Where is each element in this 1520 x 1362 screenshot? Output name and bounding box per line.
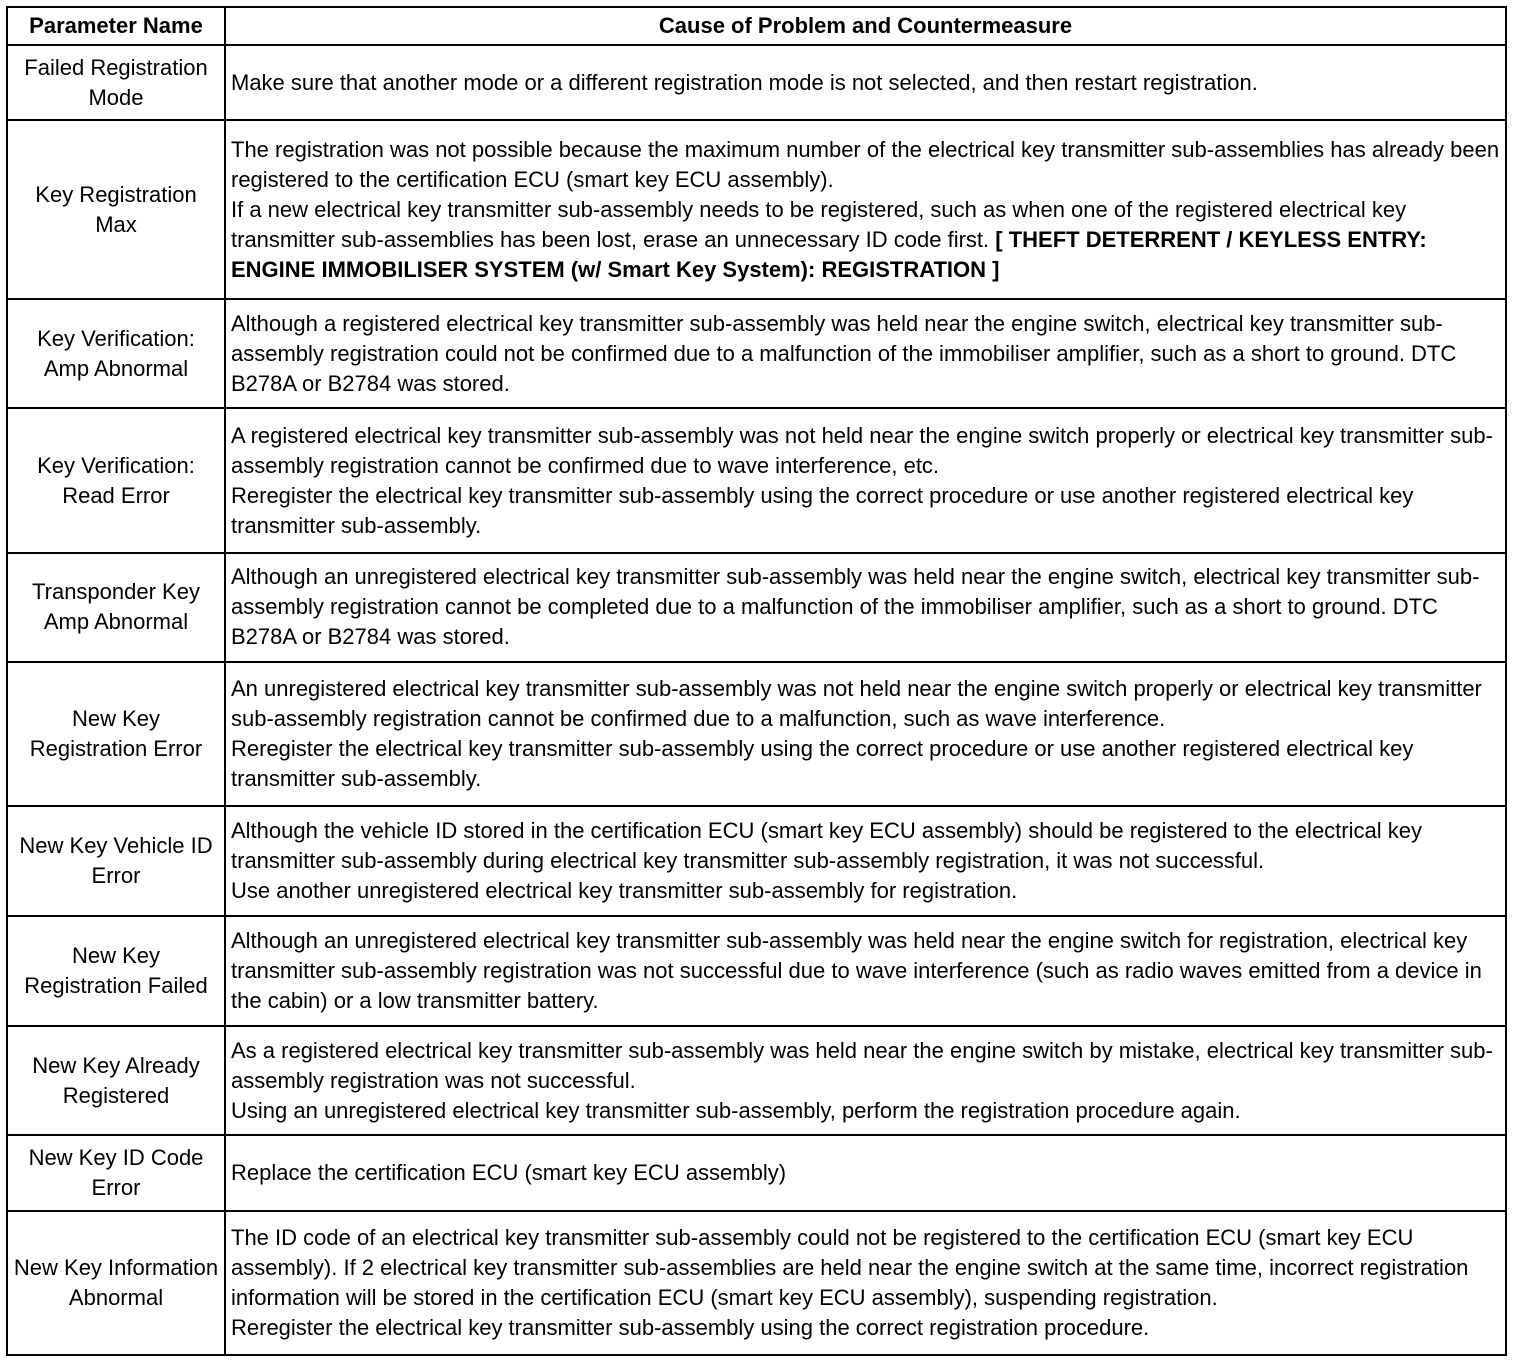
parameter-name: Failed Registration Mode xyxy=(7,45,225,120)
cause-line: Using an unregistered electrical key transmitter sub-assembly, perform the registration procedure again. xyxy=(231,1097,1241,1123)
cause-line: Reregister the electrical key transmitter sub-assembly using the correct procedure or use another registered electrical key transmitter sub-assembly. xyxy=(231,736,1414,792)
cause-line: The registration was not possible because the maximum number of the electrical key transmitter sub-assemblies has already been registered to the certification ECU (smart key ECU assembly). xyxy=(231,136,1500,192)
table-row xyxy=(7,120,1506,298)
parameter-table xyxy=(6,6,1507,1356)
cause-line: Although an unregistered electrical key transmitter sub-assembly was held near the engine switch, electrical key transmitter sub-assembly registration cannot be completed due to a malfunction of the immobiliser amplifier, such as a short to ground. DTC B278A or B2784 was stored. xyxy=(231,564,1480,650)
cause-line: Reregister the electrical key transmitter sub-assembly using the correct procedure or use another registered electrical key transmitter sub-assembly. xyxy=(231,482,1414,538)
cause-line: Reregister the electrical key transmitter sub-assembly using the correct registration procedure. xyxy=(231,1314,1150,1340)
table-row xyxy=(7,806,1506,916)
cause-countermeasure xyxy=(225,1135,1506,1210)
cause-line: Make sure that another mode or a different registration mode is not selected, and then restart registration. xyxy=(231,69,1258,95)
cause-countermeasure xyxy=(225,120,1506,298)
parameter-name: New Key Information Abnormal xyxy=(7,1211,225,1355)
cause-countermeasure xyxy=(225,1026,1506,1136)
cause-line: Although an unregistered electrical key transmitter sub-assembly was held near the engine switch for registration, electrical key transmitter sub-assembly registration was not successful due to wave interference (such as radio waves emitted from a device in the cabin) or a low transmitter battery. xyxy=(231,927,1482,1013)
cause-countermeasure xyxy=(225,916,1506,1026)
cause-line: An unregistered electrical key transmitter sub-assembly was not held near the engine switch properly or electrical key transmitter sub-assembly registration cannot be confirmed due to a malfunction, such as wave interference. xyxy=(231,676,1482,732)
table-row xyxy=(7,553,1506,663)
cause-countermeasure xyxy=(225,299,1506,409)
parameter-name: Key Registration Max xyxy=(7,120,225,298)
table-row xyxy=(7,916,1506,1026)
table-row xyxy=(7,662,1506,806)
cause-line: A registered electrical key transmitter sub-assembly was not held near the engine switch properly or electrical key transmitter sub-assembly registration cannot be confirmed due to wave interference, etc. xyxy=(231,422,1493,478)
cause-line: Although the vehicle ID stored in the certification ECU (smart key ECU assembly) should be registered to the electrical key transmitter sub-assembly during electrical key transmitter sub-assembly registration, it was not successful. xyxy=(231,818,1422,874)
parameter-name: New Key Registration Failed xyxy=(7,916,225,1026)
parameter-name: Transponder Key Amp Abnormal xyxy=(7,553,225,663)
header-parameter-name: Parameter Name xyxy=(7,7,225,45)
cause-countermeasure xyxy=(225,806,1506,916)
parameter-name: Key Verification: Read Error xyxy=(7,408,225,552)
parameter-name: New Key Registration Error xyxy=(7,662,225,806)
table-row xyxy=(7,299,1506,409)
cause-line: Replace the certification ECU (smart key ECU assembly) xyxy=(231,1160,787,1186)
table-row xyxy=(7,1135,1506,1210)
cause-countermeasure xyxy=(225,662,1506,806)
table-body xyxy=(7,45,1506,1355)
reference-link[interactable]: [ THEFT DETERRENT / KEYLESS ENTRY: ENGINE IMMOBILISER SYSTEM (w/ Smart Key System): REGISTRATION ] xyxy=(231,226,1427,282)
header-cause: Cause of Problem and Countermeasure xyxy=(225,7,1506,45)
cause-line: As a registered electrical key transmitter sub-assembly was held near the engine switch by mistake, electrical key transmitter sub-assembly registration was not successful. xyxy=(231,1037,1493,1093)
table-row xyxy=(7,45,1506,120)
cause-countermeasure xyxy=(225,45,1506,120)
header-row xyxy=(7,7,1506,45)
parameter-name: New Key Already Registered xyxy=(7,1026,225,1136)
cause-countermeasure xyxy=(225,1211,1506,1355)
table-row xyxy=(7,408,1506,552)
parameter-name: New Key ID Code Error xyxy=(7,1135,225,1210)
cause-line: Although a registered electrical key transmitter sub-assembly was held near the engine switch, electrical key transmitter sub-assembly registration could not be confirmed due to a malfunction of the immobiliser amplifier, such as a short to ground. DTC B278A or B2784 was stored. xyxy=(231,310,1457,396)
cause-countermeasure xyxy=(225,553,1506,663)
cause-line: Use another unregistered electrical key transmitter sub-assembly for registration. xyxy=(231,878,1018,904)
parameter-name: New Key Vehicle ID Error xyxy=(7,806,225,916)
table-row xyxy=(7,1026,1506,1136)
parameter-name: Key Verification: Amp Abnormal xyxy=(7,299,225,409)
cause-countermeasure xyxy=(225,408,1506,552)
cause-line: If a new electrical key transmitter sub-assembly needs to be registered, such as when one of the registered electrical key transmitter sub-assemblies has been lost, erase an unnecessary ID code first. xyxy=(231,196,1407,252)
cause-line: The ID code of an electrical key transmitter sub-assembly could not be registered to the certification ECU (smart key ECU assembly). If 2 electrical key transmitter sub-assemblies are held near the engine switch at the same time, incorrect registration information will be stored in the certification ECU (smart key ECU assembly), suspending registration. xyxy=(231,1224,1469,1310)
table-row xyxy=(7,1211,1506,1355)
